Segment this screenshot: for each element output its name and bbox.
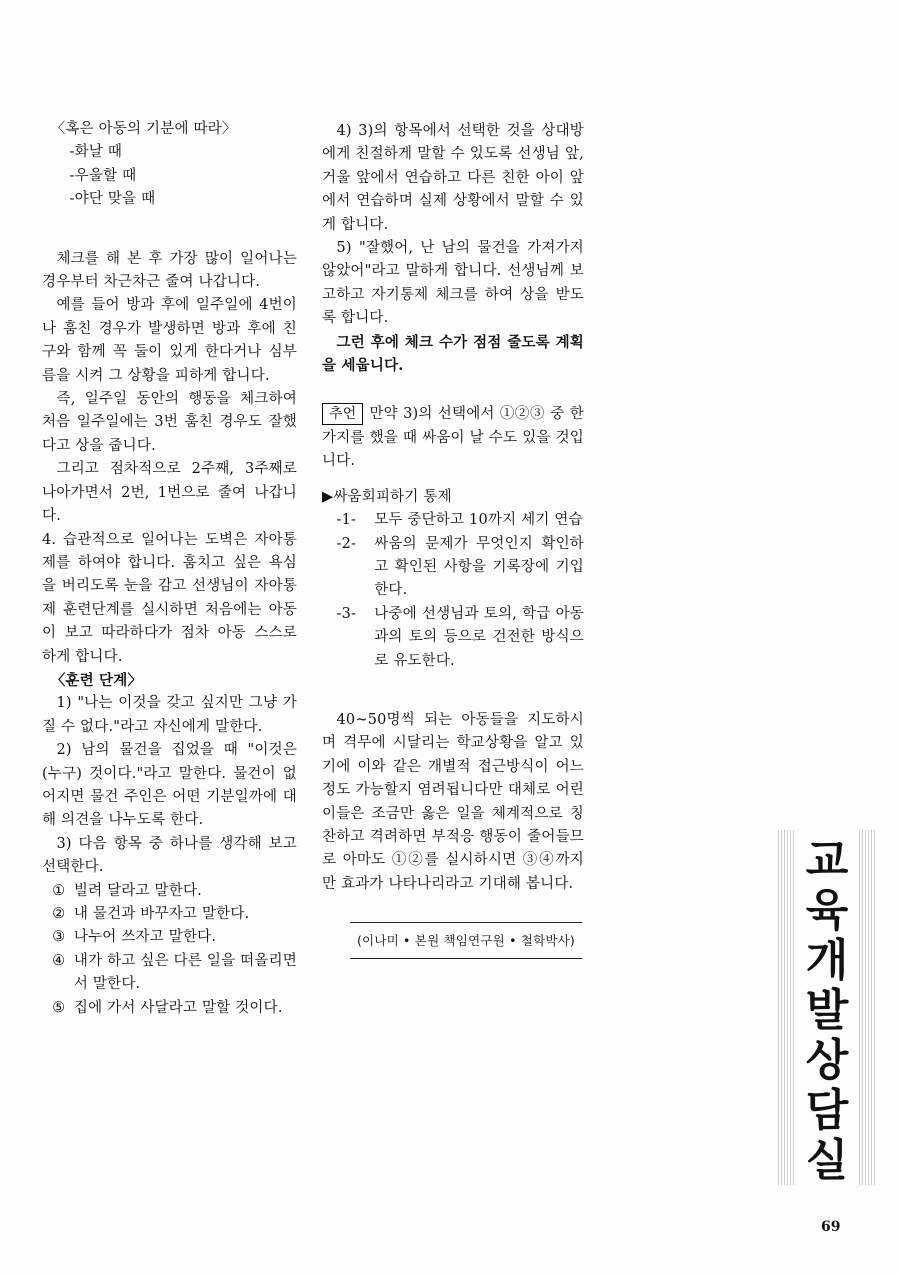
fight-heading: ▶싸움회피하기 통제 [322, 488, 452, 505]
training-step: 1) "나는 이것을 갖고 싶지만 그냥 가질 수 없다."라고 자신에게 말한다. [42, 695, 297, 735]
option-text: 집에 가서 사달라고 말할 것이다. [73, 999, 283, 1016]
fight-item-text: 나중에 선생님과 토의, 학급 아동과의 토의 등으로 건전한 방식으로 유도한다. [374, 605, 584, 669]
banner-char: 육 [805, 885, 849, 936]
option-number: ⑤ [52, 999, 66, 1016]
right-column [322, 120, 584, 959]
paragraph: 예를 들어 방과 후에 일주일에 4번이나 훔친 경우가 발생하면 방과 후에 친구와 함께 꼭 둘이 있게 한다거나 심부름을 시켜 그 상황을 피하게 합니다. [42, 297, 297, 384]
fight-item-number: -1- [336, 512, 357, 529]
paragraph: 그리고 점차적으로 2주째, 3주째로 나아가면서 2번, 1번으로 줄여 나갑니다. [42, 461, 297, 525]
option-number: ③ [52, 929, 66, 946]
paragraph: 4. 습관적으로 일어나는 도벽은 자아통제를 하여야 합니다. 훔치고 싶은 욕심을 버리도록 눈을 감고 선생님이 자아통제 훈련단계를 실시하면 처음에는 아동이 보고 따라하다가 점차 아동 스스로 하게 합니다. [42, 531, 297, 665]
fight-item-text: 싸움의 문제가 무엇인지 확인하고 확인된 사항을 기록장에 기입한다. [374, 535, 584, 599]
training-step: 3) 다음 항목 중 하나를 생각해 보고 선택한다. [42, 835, 297, 876]
fight-item [322, 509, 584, 532]
option-number: ④ [52, 952, 66, 969]
paragraph: 체크를 해 본 후 가장 많이 일어나는 경우부터 차근차근 줄여 나갑니다. [42, 250, 297, 291]
section-banner-title [796, 830, 858, 1185]
training-step: 4) 3)의 항목에서 선택한 것을 상대방에게 친절하게 말할 수 있도록 선생님 앞, 거울 앞에서 연습하고 다른 친한 아이 앞에서 연습하며 실제 상황에서 말할 수 있게 합니다. [322, 123, 584, 233]
option-number: ② [52, 906, 66, 922]
banner-char: 담 [805, 1085, 849, 1136]
option-item [42, 926, 297, 949]
option-item [42, 903, 297, 926]
mood-heading: 〈혹은 아동의 기분에 따라〉 [50, 121, 237, 137]
mood-item: -야단 맞을 때 [69, 191, 156, 208]
option-text: 빌려 달라고 말한다. [73, 882, 202, 899]
section-banner [778, 830, 876, 1185]
training-step: 5) "잘했어, 난 남의 물건을 가져가지 않았어"라고 말하게 합니다. 선생님께 보고하고 자기통제 체크를 하여 상을 받도록 합니다. [322, 240, 584, 327]
fight-item-number: -2- [336, 535, 357, 552]
banner-char: 실 [805, 1135, 849, 1186]
left-column [42, 118, 297, 1020]
banner-char: 발 [805, 985, 849, 1036]
page-number: 69 [821, 1219, 841, 1235]
fight-item-text: 모두 중단하고 10까지 세기 연습 [374, 512, 583, 529]
note-paragraph [322, 403, 584, 473]
option-item [42, 880, 297, 903]
training-step: 2) 남의 물건을 집었을 때 "이것은 (누구) 것이다."라고 말한다. 물건이 없어지면 물건 주인은 어떤 기분일까에 대해 의견을 나누도록 한다. [42, 742, 297, 829]
plan-paragraph: 그런 후에 체크 수가 점점 줄도록 계획을 세웁니다. [322, 333, 584, 375]
note-tag: 추언 [322, 403, 363, 425]
training-heading: 〈훈련 단계〉 [50, 671, 143, 689]
banner-char: 상 [805, 1035, 849, 1086]
fight-item-number: -3- [336, 605, 357, 622]
mood-item: -화날 때 [69, 144, 123, 161]
option-item [42, 997, 297, 1020]
note-text: 만약 3)의 선택에서 ①②③ 중 한 가지를 했을 때 싸움이 날 수도 있을 것입니다. [322, 406, 584, 470]
option-text: 나누어 쓰자고 말한다. [73, 929, 217, 946]
banner-char: 교 [805, 835, 849, 886]
mood-item: -우울할 때 [69, 167, 137, 184]
option-number: ① [52, 882, 66, 899]
author-rule-bottom [350, 958, 582, 959]
option-item [42, 950, 297, 997]
closing-paragraph: 40~50명씩 되는 아동들을 지도하시며 격무에 시달리는 학교상황을 알고 있기에 이와 같은 개별적 접근방식이 어느 정도 가능할지 염려됩니다만 대체로 어린이들은 조금만 옳은 일을 체계적으로 칭찬하고 격려하면 부적응 행동이 줄어들므로 아마도 ①②를 실시하시면 ③④까지만 효과가 나타나리라고 기대해 봅니다. [322, 711, 584, 892]
author-credit: (이나미 • 본원 책임연구원 • 철학박사) [356, 933, 576, 949]
banner-char: 개 [805, 935, 849, 986]
option-text: 내 물건과 바꾸자고 말한다. [73, 906, 250, 922]
paragraph: 즉, 일주일 동안의 행동을 체크하여 처음 일주일에는 3번 훔친 경우도 잘했다고 상을 줍니다. [42, 391, 297, 454]
fight-item [322, 533, 584, 603]
option-text: 내가 하고 싶은 다른 일을 떠올리면서 말한다. [73, 952, 297, 993]
fight-item [322, 603, 584, 673]
